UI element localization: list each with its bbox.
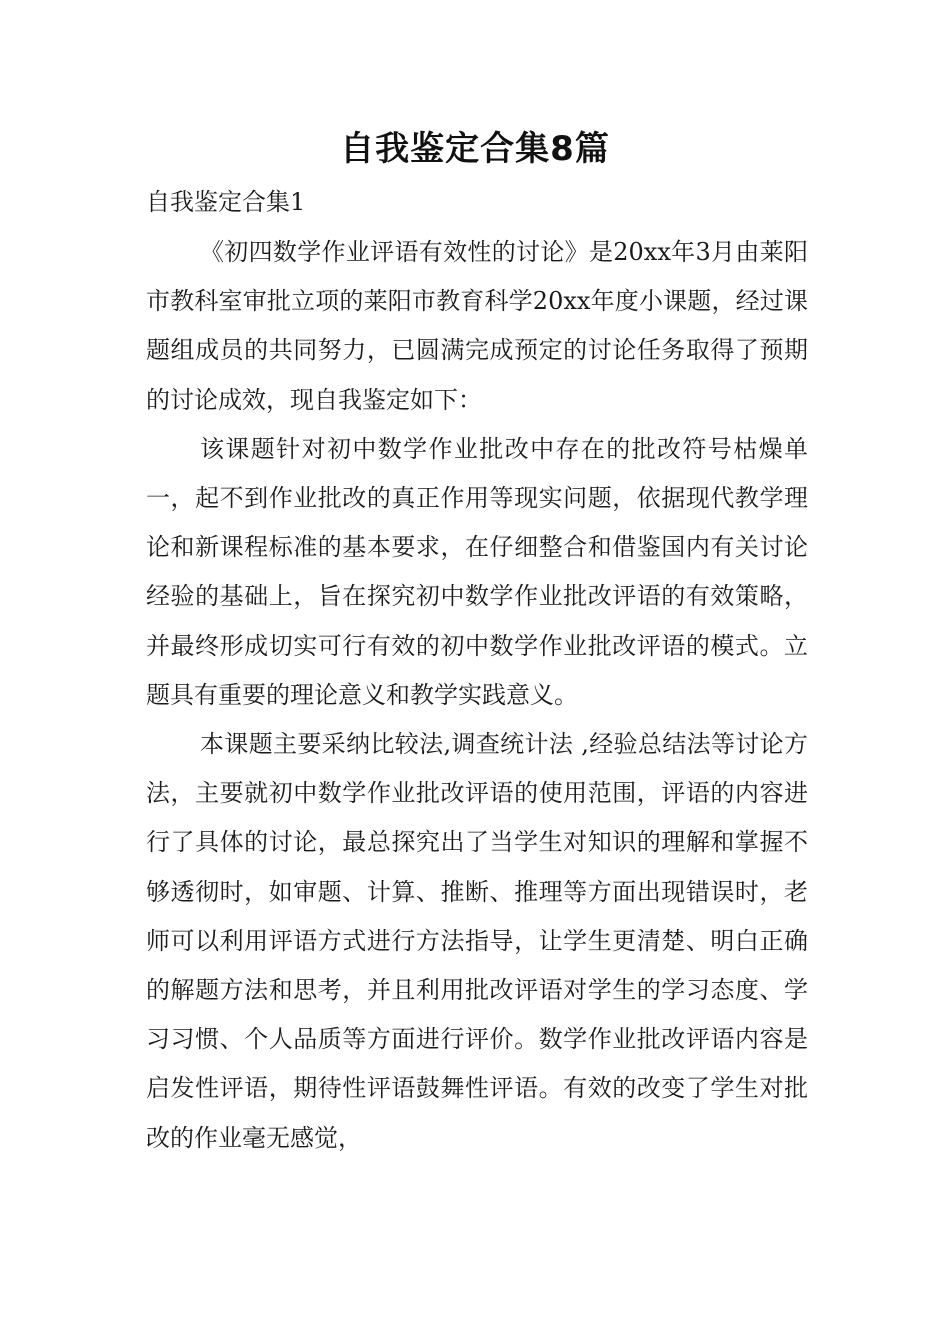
paragraph-3: 本课题主要采纳比较法,调查统计法 ,经验总结法等讨论方法，主要就初中数学作业批改评语的使用范围，评语的内容进行了具体的讨论，最总探究出了当学生对知识的理解和掌握不够透彻时，如审题、计算、推断、推理等方面出现错误时，老师可以利用评语方式进行方法指导，让学生更清楚、明白正确的解题方法和思考，并且利用批改评语对学生的学习态度、学习习惯、个人品质等方面进行评价。数学作业批改评语内容是启发性评语，期待性评语鼓舞性评语。有效的改变了学生对批改的作业毫无感觉， bbox=[146, 730, 808, 1152]
paragraph-2: 该课题针对初中数学作业批改中存在的批改符号枯燥单一，起不到作业批改的真正作用等现实问题，依据现代教学理论和新课程标准的基本要求，在仔细整合和借鉴国内有关讨论经验的基础上，旨在探究初中数学作业批改评语的有效策略，并最终形成切实可行有效的初中数学作业批改评语的模式。立题具有重要的理论意义和教学实践意义。 bbox=[146, 434, 808, 709]
section-heading: 自我鉴定合集1 bbox=[146, 188, 306, 216]
document-title: 自我鉴定合集8篇 bbox=[340, 129, 610, 169]
paragraph-1: 《初四数学作业评语有效性的讨论》是20xx年3月由莱阳市教科室审批立项的莱阳市教育科学20xx年度小课题，经过课题组成员的共同努力，已圆满完成预定的讨论任务取得了预期的讨论成效，现自我鉴定如下： bbox=[146, 238, 808, 414]
document-body bbox=[146, 178, 808, 1163]
